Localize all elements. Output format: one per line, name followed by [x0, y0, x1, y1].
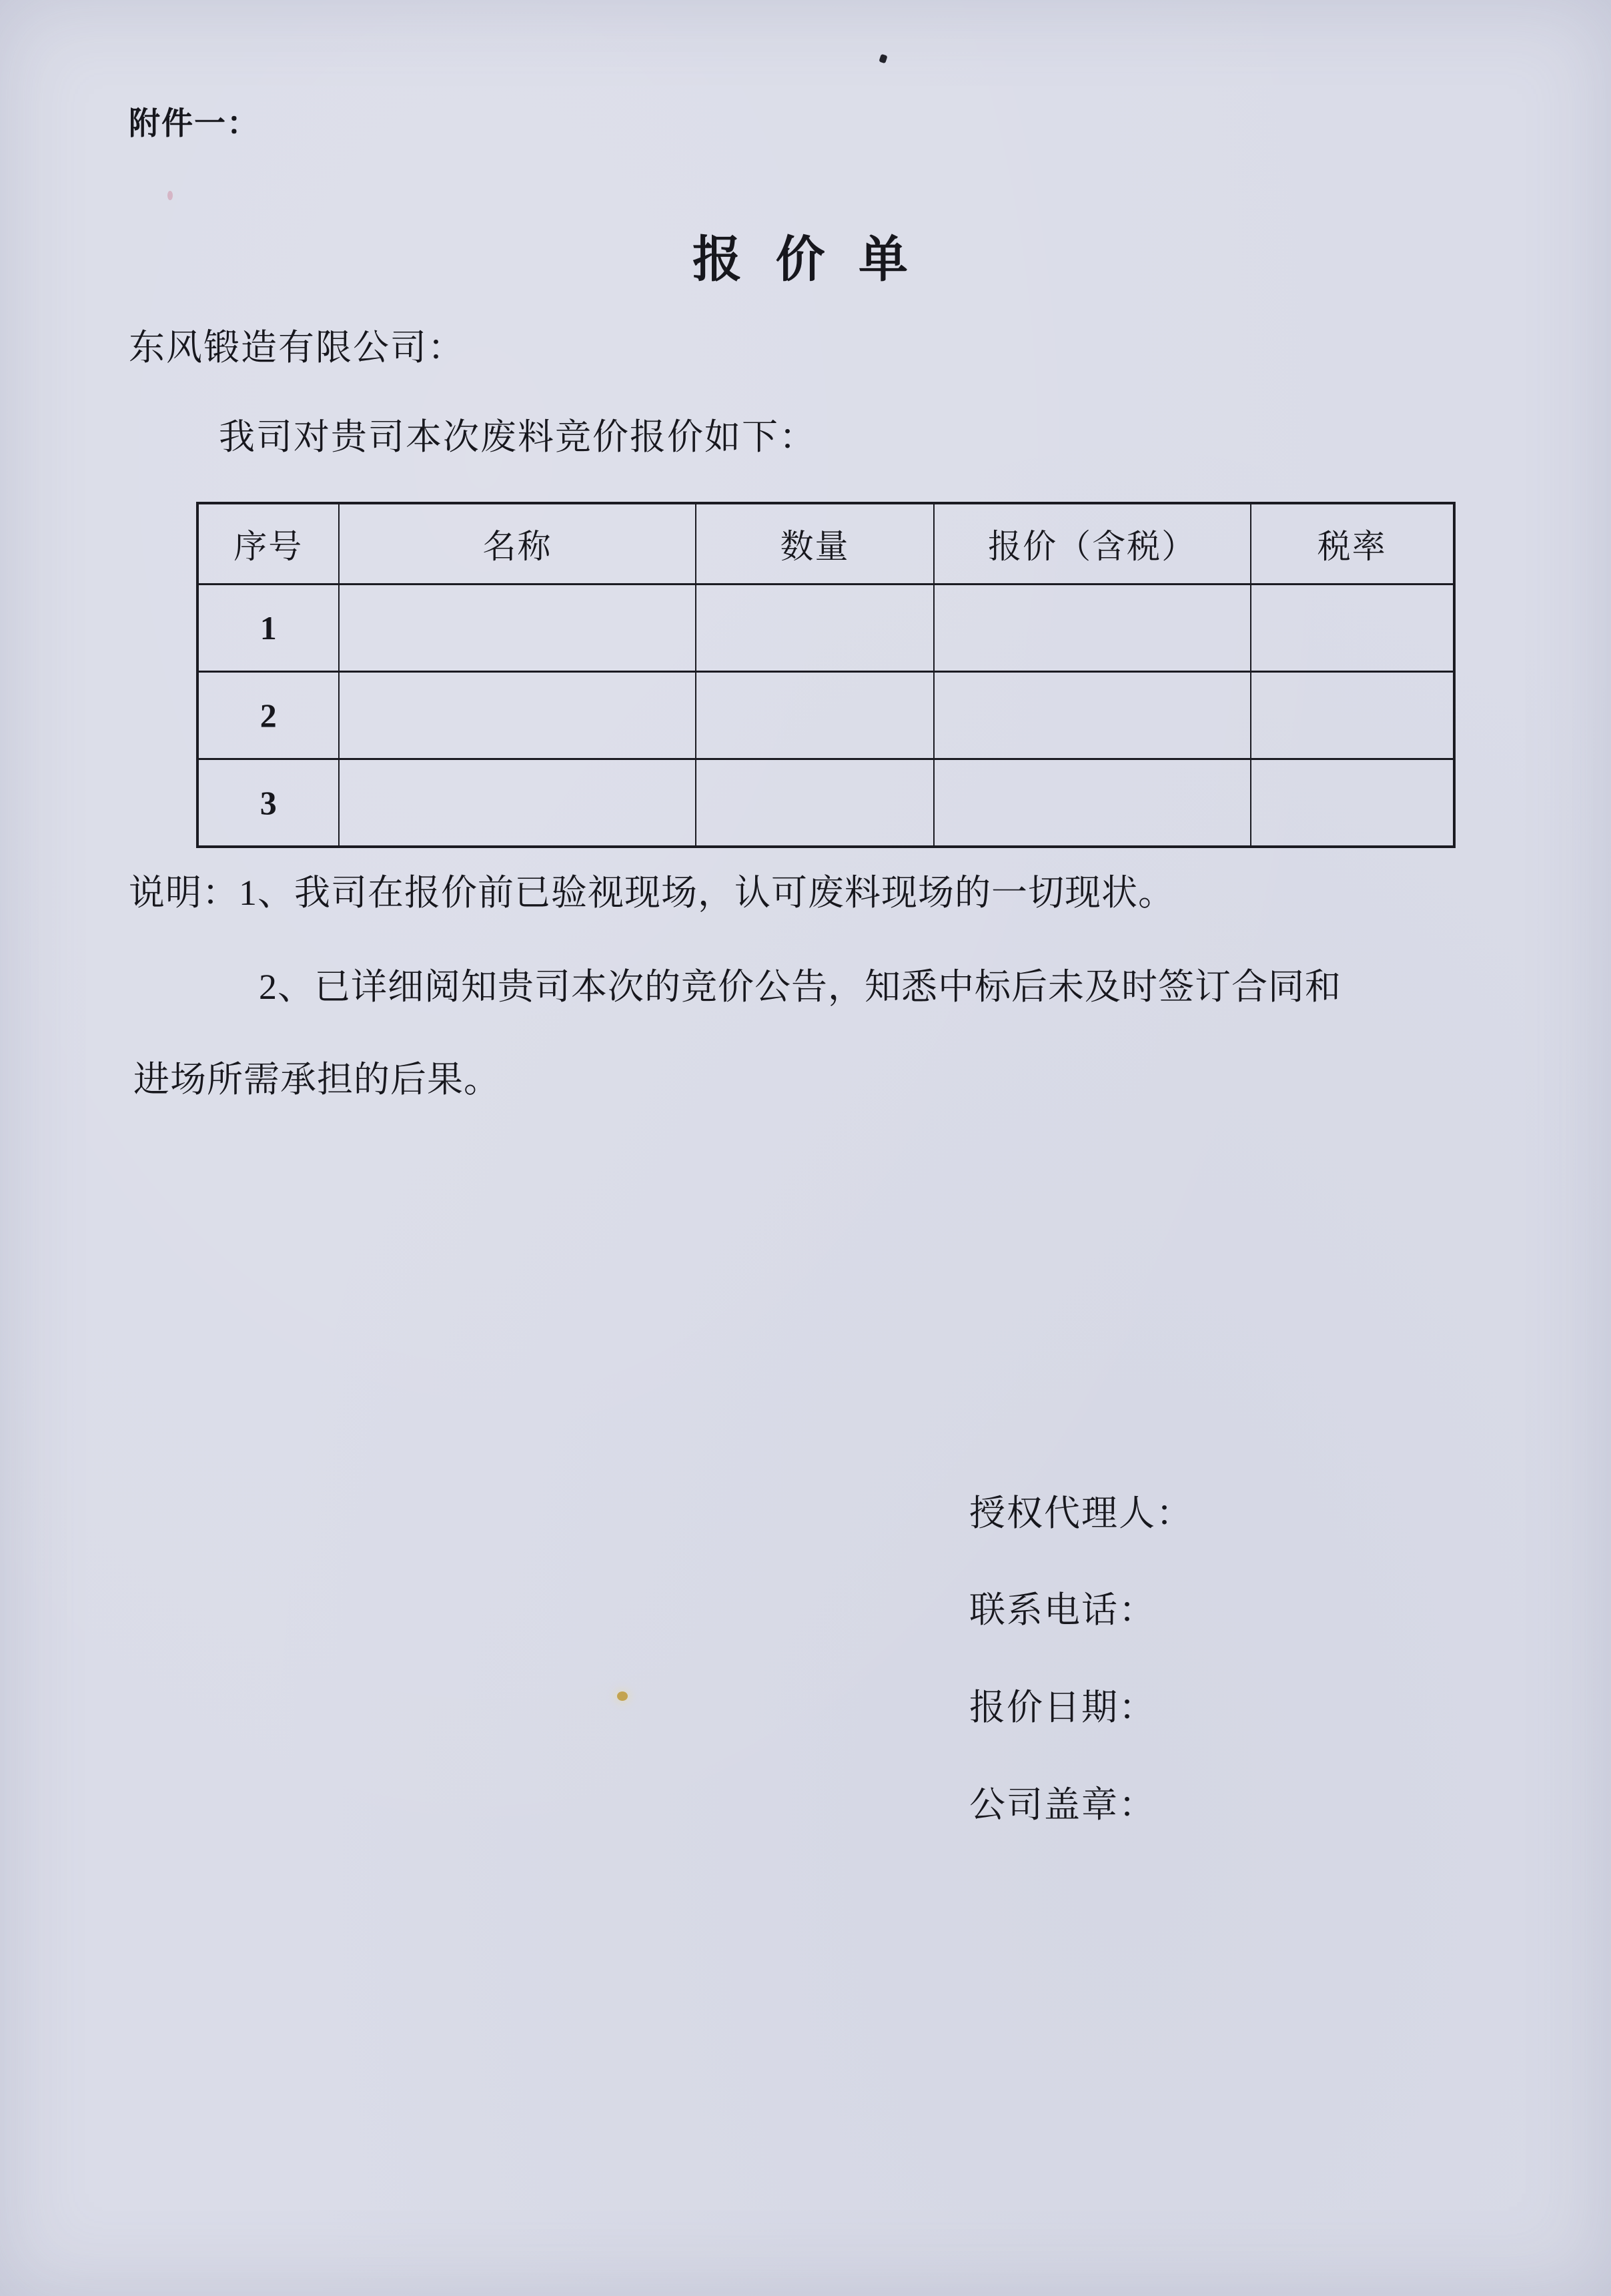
cell-serial: 3	[197, 759, 339, 847]
cell-tax-rate	[1251, 585, 1454, 672]
cell-quantity	[696, 759, 933, 847]
table-row	[197, 759, 1454, 847]
cell-serial: 1	[197, 585, 339, 672]
note-line-3: 进场所需承担的后果。	[133, 1060, 500, 1100]
table-row	[197, 672, 1454, 759]
scan-artifact-dot	[879, 54, 887, 64]
cell-name	[339, 672, 696, 759]
scan-artifact-yellow-spot	[617, 1691, 628, 1701]
header-serial-number: 序号	[197, 503, 339, 585]
cell-price	[934, 672, 1251, 759]
header-quantity: 数量	[696, 503, 933, 585]
table-row	[197, 585, 1454, 672]
cell-tax-rate	[1251, 672, 1454, 759]
scan-artifact-pink-speck	[167, 191, 173, 200]
cell-quantity	[696, 672, 933, 759]
cell-tax-rate	[1251, 759, 1454, 847]
header-tax-rate: 税率	[1251, 503, 1454, 585]
note-line-1: 说明：1、我司在报价前已验视现场，认可废料现场的一切现状。	[129, 873, 1175, 913]
quote-date-label: 报价日期：	[969, 1687, 1156, 1728]
addressee-line: 东风锻造有限公司：	[129, 328, 465, 368]
cell-serial: 2	[197, 672, 339, 759]
header-price-tax-included: 报价（含税）	[934, 503, 1251, 585]
quotation-table	[196, 502, 1456, 848]
company-seal-label: 公司盖章：	[969, 1785, 1156, 1825]
header-item-name: 名称	[339, 503, 696, 585]
cell-name	[339, 759, 696, 847]
page-title: 报 价 单	[692, 233, 919, 288]
intro-line: 我司对贵司本次废料竞价报价如下：	[219, 417, 817, 457]
note-line-2: 2、已详细阅知贵司本次的竞价公告，知悉中标后未及时签订合同和	[259, 967, 1341, 1007]
cell-price	[934, 585, 1251, 672]
cell-quantity	[696, 585, 933, 672]
authorized-agent-label: 授权代理人：	[969, 1493, 1193, 1533]
table-header-row	[197, 503, 1454, 585]
cell-price	[934, 759, 1251, 847]
contact-phone-label: 联系电话：	[969, 1590, 1156, 1630]
attachment-label: 附件一：	[129, 107, 259, 141]
cell-name	[339, 585, 696, 672]
